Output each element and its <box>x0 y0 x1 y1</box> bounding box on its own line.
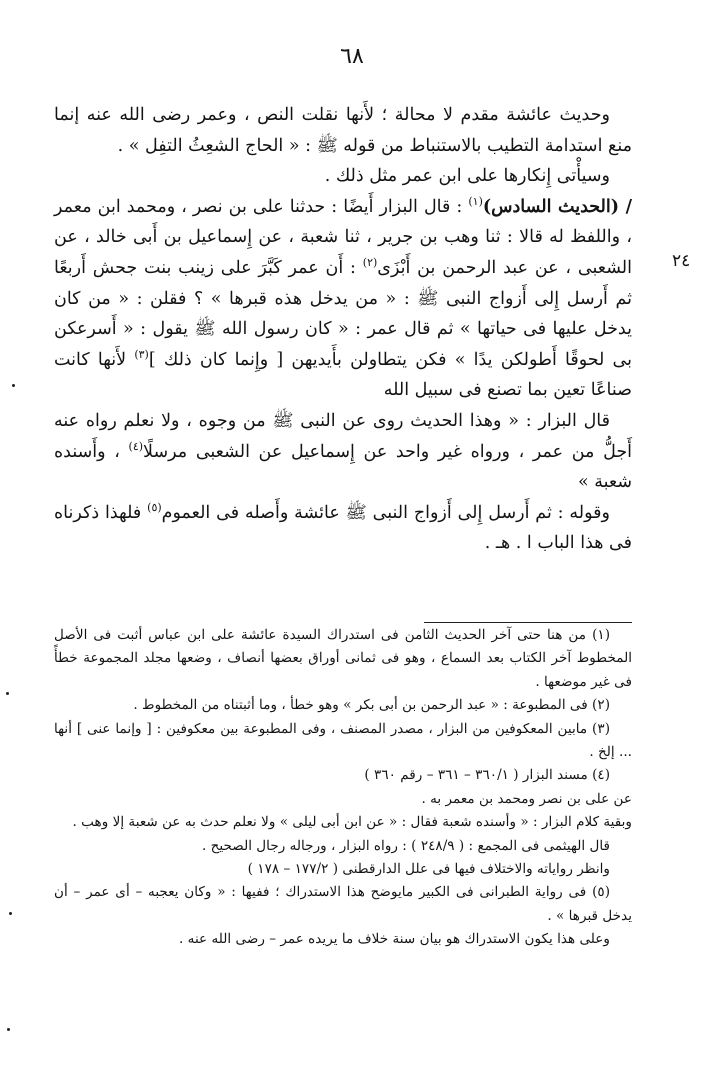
scan-speck <box>12 384 15 387</box>
page-number: ٦٨ <box>340 44 364 69</box>
footnote-2: (٢) فى المطبوعة : « عبد الرحمن بن أبى بكر » وهو خطأ ، وما أثبتناه من المخطوط . <box>133 697 610 714</box>
hadith-text-part-3: لأَنها كانت صناعًا تعين بما تصنع فى سبيل الله <box>54 349 632 401</box>
footnote-ref-4[interactable]: (٤) <box>128 439 144 453</box>
scan-speck <box>9 912 12 915</box>
footnote-1: (١) من هنا حتى آخر الحديث الثامن فى استدراك السيدة عائشة على ابن عباس أثبت فى الأصل المخطوط آخر الكتاب بعد السماع ، وهو فى ثمانى أوراق بعضها أنصاف ، وضعها مجلد المجموعة خطأً فى غير موضعها . <box>54 627 632 690</box>
paragraph-ibn-umar: وسيأْتى إِنكارها على ابن عمر مثل ذلك . <box>324 166 610 187</box>
footnote-5: (٥) فى رواية الطبرانى فى الكبير مايوضح هذا الاستدراك ؛ ففيها : « وكان يعجبه – أى عمر – أن يدخل قبرها » . <box>54 884 632 924</box>
footnote-ref-1[interactable]: (١) <box>468 194 483 208</box>
footnotes <box>54 624 632 952</box>
footnote-ref-3[interactable]: (٣) <box>134 347 149 361</box>
hadith-text-part-1: : قال البزار أَيضًا : حدثنا على بن نصر ، ومحمد ابن معمر ، واللفظ له قالا : ثنا وهب بن جرير ، ثنا شعبة ، عن إِسماعيل بن أَبى خالد ، عن الشعبى ، عن عبد الرحمن بن أَبْزَى <box>54 196 632 278</box>
footnote-3: (٣) مابين المعكوفين من البزار ، مصدر المصنف ، وفى المطبوعة بين معكوفين : [ وإنما عنى ] أنها ... إلخ . <box>54 720 632 761</box>
main-text <box>54 100 632 559</box>
footnote-4-continued: عن على بن نصر ومحمد بن معمر به . <box>421 790 632 807</box>
footnote-5-continued: وعلى هذا يكون الاستدراك هو بيان سنة خلاف ما يريده عمر – رضى الله عنه . <box>179 931 610 948</box>
footnote-ref-5[interactable]: (٥) <box>147 500 162 514</box>
paragraph-sixth-hadith <box>54 192 632 406</box>
closing-text-part-1: وقوله : ثم أَرسل إِلى أَزواج النبى ﷺ عائشة وأَصله فى العموم <box>161 502 610 523</box>
footnote-ref-2[interactable]: (٢) <box>362 256 378 270</box>
closing-text-part-2: فلهذا ذكرناه فى هذا الباب ا . هـ . <box>54 502 632 554</box>
scan-speck <box>7 1028 10 1031</box>
hadith-text-part-2: : أَن عمر كَبَّرَ على زينب بنت جحش أَربعًا ثم أَرسل إِلى أَزواج النبى ﷺ : « من يدخل هذه قبرها » ؟ فقلن : « من كان يدخل عليها فى حياتها » ثم قال عمر : « كان رسول الله ﷺ يقول : « أَسرعكن بى لحوقًا أَطولكن يدًا » فكن يتطاولن بأَيديهن [ وإِنما كان ذلك ] <box>54 257 633 370</box>
hadith-heading: / (الحديث السادس) <box>482 196 632 217</box>
paragraph-aisha-hadith: وحديث عائشة مقدم لا محالة ؛ لأَنها نقلت النص ، وعمر رضى الله عنه إنما منع استدامة التطيب بالاستنباط من قوله ﷺ : « الحاج الشعِثُ التفِل » . <box>54 105 632 156</box>
bazzar-text-part-2: ، وأَسنده شعبة » <box>54 441 632 493</box>
bazzar-text-part-1: قال البزار : « وهذا الحديث روى عن النبى ﷺ من وجوه ، ولا نعلم رواه عنه أَجلُّ من عمر ، ورواه غير واحد عن إِسماعيل عن الشعبى مرسلًا <box>54 410 632 462</box>
footnote-4-continued: وبقية كلام البزار : « وأسنده شعبة فقال : « عن ابن أبى ليلى » ولا نعلم حدث به عن شعبة إلا وهب . <box>72 814 632 831</box>
footnote-4-continued: وانظر رواياته والاختلاف فيها فى علل الدارقطنى ( ١٧٧/٢ – ١٧٨ ) <box>247 861 610 878</box>
margin-page-reference: ٢٤ <box>672 251 691 271</box>
footnote-separator <box>424 622 632 623</box>
paragraph-bazzar <box>54 406 632 498</box>
scan-speck <box>6 692 9 695</box>
footnote-4: (٤) مسند البزار ( ٣٦٠/١ – ٣٦١ – رقم ٣٦٠ ) <box>364 767 610 784</box>
footnote-4-continued: قال الهيثمى فى المجمع : ( ٢٤٨/٩ ) : رواه البزار ، ورجاله رجال الصحيح . <box>201 837 610 854</box>
paragraph-closing <box>54 498 632 559</box>
